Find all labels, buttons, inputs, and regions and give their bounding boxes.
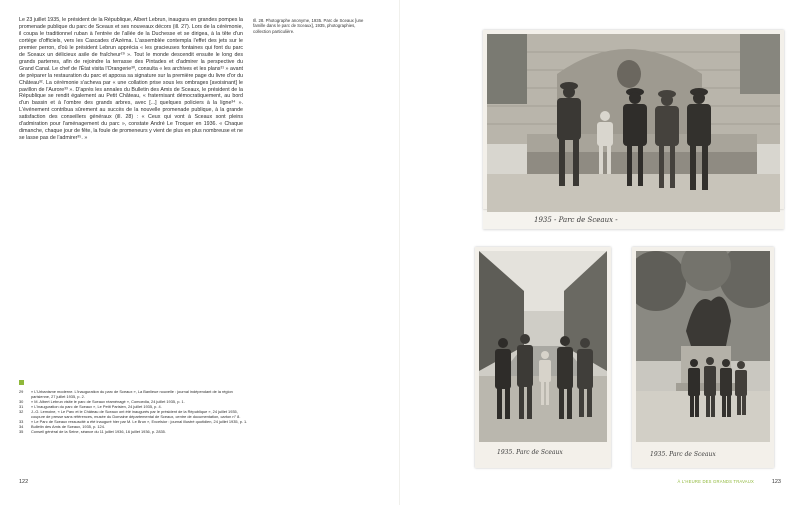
footnotes-list xyxy=(19,390,249,435)
photo-group-on-ledge xyxy=(483,30,784,224)
footnote-number: 31 xyxy=(19,403,24,409)
footnote-text: J.-G. Lemoine, « Le Parc et le Château de Sceaux ont été inaugurés par le président de la République », 24 juillet 1935, coupure de presse sans références, musée du Domaine départemental de Sceaux, centre de documentation, carton n° 8. xyxy=(31,408,241,419)
handwritten-caption: 1935 - Parc de Sceaux - xyxy=(534,216,618,224)
photo-group-by-canal xyxy=(475,247,611,468)
photo-group-on-ledge-svg xyxy=(487,34,780,212)
photo-group-by-canal-svg xyxy=(479,251,607,442)
footnote-number: 29 xyxy=(19,389,24,394)
photo-group-by-statue xyxy=(632,247,774,468)
footnote-number: 32 xyxy=(19,408,24,414)
footnote-marker xyxy=(19,380,24,385)
handwritten-caption: 1935. Parc de Sceaux xyxy=(497,449,563,456)
footnote-text: « Le Parc de Sceaux ressuscité a été inauguré hier par M. Le Brun », Excelsior : journal illustré quotidien, 24 juillet 1935, p. 1. xyxy=(31,418,248,424)
photo-image xyxy=(479,251,607,442)
footnote-text: « L'inauguration du parc de Sceaux », Le Petit Parisien, 24 juillet 1935, p. 4. xyxy=(31,403,162,409)
footnote-text: « L'Urbanisme moderne. L'inauguration du parc de Sceaux », La Banlieue nouvelle : journal indépendant de la région parisienne, 27 juillet 1935, p. 2. xyxy=(31,389,233,399)
page-number-left: 122 xyxy=(19,479,29,485)
photo-image xyxy=(487,34,780,212)
footnote-number: 34 xyxy=(19,423,24,429)
running-head: À L'HEURE DES GRANDS TRAVAUX xyxy=(677,479,754,484)
footnote-number: 33 xyxy=(19,418,24,424)
body-text xyxy=(19,17,243,142)
body-paragraph: Le 23 juillet 1935, le président de la République, Albert Lebrun, inaugura en grandes pompes la promenade publique du parc de Sceaux et ses nouveaux décors (ill. 27). Lors de la cérémonie, il coupa le traditionnel ruban à l'entrée de l'allée de la Duchesse et se dirigea, à la tête d'un cortège d'officiels, vers les Cascades d'Azéma. L'assemblée contempla l'effet des jets sur le premier perron, d'où le président Lebrun apprécia « les gracieuses fontaines qui font du parc de Sceaux un délicieux asile de fraîcheur²⁹ ». Tout le monde descendit ensuite le long des grands parterres, afin de rejoindre la terrasse des Pintades et d'admirer la perspective du Grand Canal. Le chef de l'État visita l'Orangerie³⁰, consulta « les archives et les plans³¹ » avant de préparer la restauration du parc et apposa sa signature sur la première page du livre d'or du Château³². La cérémonie s'acheva par « une collation prise sous les ombrages [avoisinant] le pavillon de l'Aurore³³ ». D'après les annales du Bulletin des Amis de Sceaux, le président de la République se rendit également au Petit Château, « fraternisant démocratiquement, au bord d'un bassin et à l'ombre des grands arbres, avec [...] quelques policiers à la ligne³⁴ ». L'événement contribua sûrement au succès de la nouvelle promenade publique, à la grande satisfaction des conseillers généraux (ill. 28) : « Ceux qui vont à Sceaux sont pleins d'admiration pour l'aménagement du parc », constate André Le Troquer en 1936. « Chaque dimanche, chaque jour de fête, la foule de promeneurs y vient de plus en plus nombreuse et ne se lasse pas de l'admirer³⁵. » xyxy=(19,17,243,142)
page-number-right: 123 xyxy=(771,479,781,485)
footnote-text: Conseil général de la Seine, séance du 11 juillet 1936, 16 juillet 1936, p. 2835. xyxy=(31,428,166,434)
handwritten-caption: 1935. Parc de Sceaux xyxy=(650,451,716,458)
photo-group-by-statue-svg xyxy=(636,251,770,442)
footnote-number: 30 xyxy=(19,398,24,404)
footnote-text: « M. Albert Lebrun visite le parc de Sceaux réaménagé », Comoedia, 24 juillet 1935, p. 1. xyxy=(31,398,185,404)
footnote-item xyxy=(19,430,249,435)
photo-image xyxy=(636,251,770,442)
photo-caption: Ill. 28. Photographe anonyme, 1935. Parc de Sceaux [une famille dans le parc de Sceaux], 1935, photographies, collection particulière. xyxy=(253,18,364,34)
footnote-number: 35 xyxy=(19,428,24,434)
footnote-text: Bulletin des Amis de Sceaux, 1935, p. 124. xyxy=(31,423,105,429)
